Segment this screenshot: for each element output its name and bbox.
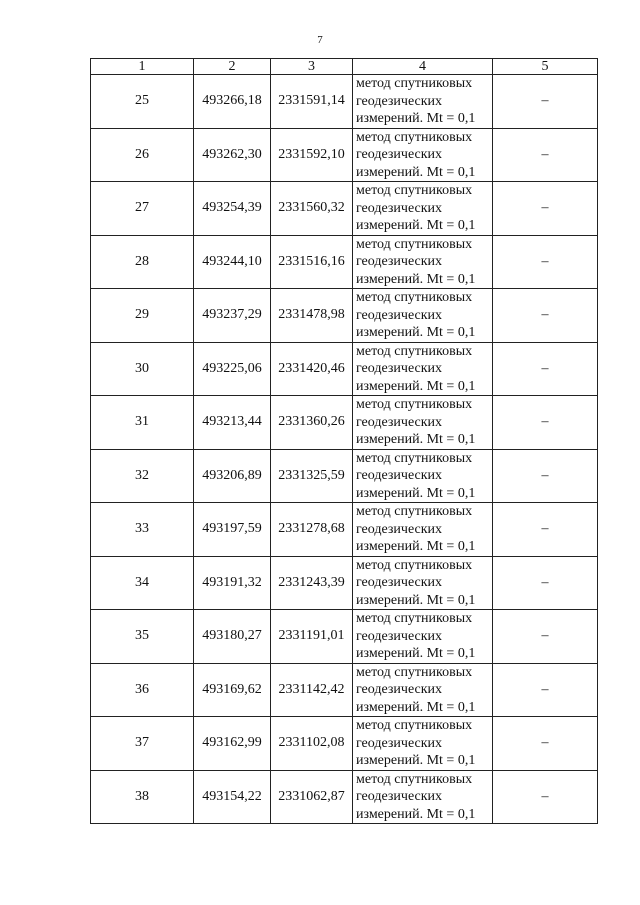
x-coordinate-cell: 493244,10 xyxy=(194,235,271,289)
x-coordinate-cell: 493262,30 xyxy=(194,128,271,182)
column-header-5: 5 xyxy=(493,59,598,75)
description-cell: – xyxy=(493,289,598,343)
description-cell: – xyxy=(493,128,598,182)
table-row xyxy=(91,770,598,824)
x-coordinate-cell: 493197,59 xyxy=(194,503,271,557)
method-line-1: метод спутниковых xyxy=(356,343,473,359)
column-header-4: 4 xyxy=(353,59,493,75)
table-row xyxy=(91,128,598,182)
table-row xyxy=(91,182,598,236)
description-cell: – xyxy=(493,770,598,824)
method-line-3: измерений. Mt = 0,1 xyxy=(356,646,476,661)
description-cell: – xyxy=(493,556,598,610)
point-number-cell: 37 xyxy=(91,717,194,771)
point-number-cell: 29 xyxy=(91,289,194,343)
column-header-2: 2 xyxy=(194,59,271,75)
method-line-3: измерений. Mt = 0,1 xyxy=(356,592,476,608)
method-line-1: метод спутниковых xyxy=(356,664,473,680)
x-coordinate-cell: 493154,22 xyxy=(194,770,271,824)
method-line-2: геодезических xyxy=(356,521,443,537)
y-coordinate-cell: 2331592,10 xyxy=(271,128,353,182)
x-coordinate-cell: 493180,27 xyxy=(194,610,271,664)
method-cell xyxy=(353,235,493,289)
y-coordinate-cell: 2331062,87 xyxy=(271,770,353,824)
point-number-cell: 38 xyxy=(91,770,194,824)
method-cell xyxy=(353,770,493,824)
description-cell: – xyxy=(493,396,598,450)
point-number-cell: 34 xyxy=(91,556,194,610)
point-number-cell: 28 xyxy=(91,235,194,289)
method-cell xyxy=(353,128,493,182)
description-cell: – xyxy=(493,235,598,289)
y-coordinate-cell: 2331478,98 xyxy=(271,289,353,343)
method-line-2: геодезических xyxy=(356,93,443,109)
y-coordinate-cell: 2331191,01 xyxy=(271,610,353,664)
table-row xyxy=(91,556,598,610)
x-coordinate-cell: 493237,29 xyxy=(194,289,271,343)
method-line-3: измерений. Mt = 0,1 xyxy=(356,111,476,126)
method-line-1: метод спутниковых xyxy=(356,183,473,198)
point-number-cell: 33 xyxy=(91,503,194,557)
y-coordinate-cell: 2331420,46 xyxy=(271,342,353,396)
point-number-cell: 32 xyxy=(91,449,194,503)
method-line-3: измерений. Mt = 0,1 xyxy=(356,699,476,715)
method-line-2: геодезических xyxy=(356,361,443,376)
x-coordinate-cell: 493169,62 xyxy=(194,663,271,717)
method-line-1: метод спутниковых xyxy=(356,557,473,573)
table-row xyxy=(91,235,598,289)
description-cell: – xyxy=(493,717,598,771)
y-coordinate-cell: 2331278,68 xyxy=(271,503,353,557)
description-cell: – xyxy=(493,610,598,664)
method-line-1: метод спутниковых xyxy=(356,771,473,787)
x-coordinate-cell: 493191,32 xyxy=(194,556,271,610)
method-line-2: геодезических xyxy=(356,307,443,323)
y-coordinate-cell: 2331516,16 xyxy=(271,235,353,289)
description-cell: – xyxy=(493,75,598,129)
method-line-1: метод спутниковых xyxy=(356,129,473,145)
method-line-1: метод спутниковых xyxy=(356,611,473,626)
y-coordinate-cell: 2331102,08 xyxy=(271,717,353,771)
y-coordinate-cell: 2331360,26 xyxy=(271,396,353,450)
method-cell xyxy=(353,396,493,450)
page-number: 7 xyxy=(317,34,323,46)
table-row xyxy=(91,610,598,664)
table-row xyxy=(91,342,598,396)
method-line-2: геодезических xyxy=(356,200,443,216)
method-cell xyxy=(353,556,493,610)
description-cell: – xyxy=(493,342,598,396)
column-header-1: 1 xyxy=(91,59,194,75)
x-coordinate-cell: 493206,89 xyxy=(194,449,271,503)
x-coordinate-cell: 493254,39 xyxy=(194,182,271,236)
description-cell: – xyxy=(493,182,598,236)
method-line-2: геодезических xyxy=(356,254,443,269)
method-line-3: измерений. Mt = 0,1 xyxy=(356,753,476,768)
table-row xyxy=(91,503,598,557)
method-line-3: измерений. Mt = 0,1 xyxy=(356,378,476,394)
table-row xyxy=(91,449,598,503)
method-line-1: метод спутниковых xyxy=(356,76,473,91)
table-row xyxy=(91,289,598,343)
method-line-2: геодезических xyxy=(356,147,443,162)
method-line-2: геодезических xyxy=(356,735,443,751)
method-line-2: геодезических xyxy=(356,575,443,590)
method-cell xyxy=(353,182,493,236)
method-cell xyxy=(353,663,493,717)
method-cell xyxy=(353,717,493,771)
method-cell xyxy=(353,289,493,343)
method-line-1: метод спутниковых xyxy=(356,236,473,252)
method-line-3: измерений. Mt = 0,1 xyxy=(356,485,476,501)
method-cell xyxy=(353,342,493,396)
point-number-cell: 30 xyxy=(91,342,194,396)
method-line-2: геодезических xyxy=(356,414,443,430)
x-coordinate-cell: 493213,44 xyxy=(194,396,271,450)
method-line-3: измерений. Mt = 0,1 xyxy=(356,325,476,340)
table-row xyxy=(91,663,598,717)
method-line-3: измерений. Mt = 0,1 xyxy=(356,164,476,180)
method-line-2: геодезических xyxy=(356,628,443,644)
method-line-1: метод спутниковых xyxy=(356,450,473,466)
description-cell: – xyxy=(493,503,598,557)
table-body xyxy=(91,75,598,824)
method-line-3: измерений. Mt = 0,1 xyxy=(356,539,476,554)
method-line-2: геодезических xyxy=(356,682,443,697)
header-row xyxy=(91,59,598,75)
x-coordinate-cell: 493225,06 xyxy=(194,342,271,396)
point-number-cell: 31 xyxy=(91,396,194,450)
method-line-3: измерений. Mt = 0,1 xyxy=(356,218,476,233)
point-number-cell: 36 xyxy=(91,663,194,717)
table-row xyxy=(91,75,598,129)
x-coordinate-cell: 493266,18 xyxy=(194,75,271,129)
method-line-2: геодезических xyxy=(356,789,443,804)
method-cell xyxy=(353,610,493,664)
point-number-cell: 26 xyxy=(91,128,194,182)
y-coordinate-cell: 2331560,32 xyxy=(271,182,353,236)
table-row xyxy=(91,396,598,450)
method-line-1: метод спутниковых xyxy=(356,397,473,412)
y-coordinate-cell: 2331142,42 xyxy=(271,663,353,717)
method-cell xyxy=(353,503,493,557)
method-line-1: метод спутниковых xyxy=(356,504,473,519)
description-cell: – xyxy=(493,449,598,503)
method-line-1: метод спутниковых xyxy=(356,290,473,305)
y-coordinate-cell: 2331591,14 xyxy=(271,75,353,129)
coordinates-table xyxy=(90,58,598,824)
method-cell xyxy=(353,449,493,503)
point-number-cell: 25 xyxy=(91,75,194,129)
y-coordinate-cell: 2331325,59 xyxy=(271,449,353,503)
method-line-1: метод спутниковых xyxy=(356,718,473,733)
method-line-3: измерений. Mt = 0,1 xyxy=(356,432,476,447)
method-line-3: измерений. Mt = 0,1 xyxy=(356,806,476,822)
column-header-3: 3 xyxy=(271,59,353,75)
method-line-2: геодезических xyxy=(356,468,443,483)
description-cell: – xyxy=(493,663,598,717)
x-coordinate-cell: 493162,99 xyxy=(194,717,271,771)
table-row xyxy=(91,717,598,771)
y-coordinate-cell: 2331243,39 xyxy=(271,556,353,610)
point-number-cell: 27 xyxy=(91,182,194,236)
method-line-3: измерений. Mt = 0,1 xyxy=(356,271,476,287)
point-number-cell: 35 xyxy=(91,610,194,664)
method-cell xyxy=(353,75,493,129)
